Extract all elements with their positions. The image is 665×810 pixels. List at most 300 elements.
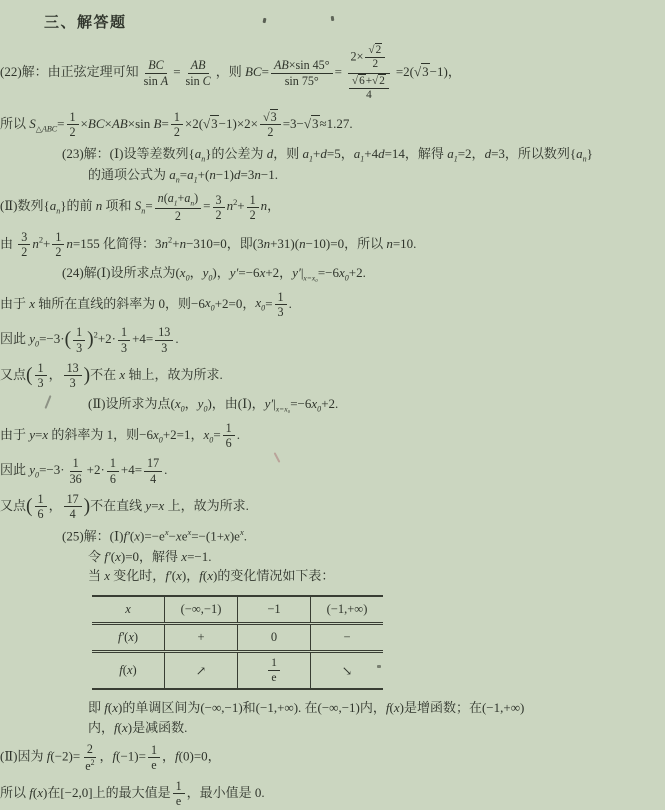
math-token: ( bbox=[110, 548, 116, 564]
math-token: )，由(Ⅰ)， bbox=[207, 396, 265, 412]
math-token: = bbox=[261, 64, 269, 80]
fraction-numerator bbox=[260, 110, 281, 125]
math-token: (Ⅱ)设所求为点( bbox=[88, 396, 175, 412]
table-row bbox=[92, 624, 383, 652]
math-token: f′ bbox=[123, 528, 130, 544]
math-token: x bbox=[175, 528, 182, 544]
math-token: f′ bbox=[117, 630, 125, 645]
subscript: 0 bbox=[203, 404, 208, 414]
math-token: f′ bbox=[165, 568, 172, 584]
math-token: + bbox=[197, 630, 205, 645]
math-token: ， bbox=[189, 265, 203, 281]
math-token: 又点 bbox=[0, 366, 27, 382]
q22-step2 bbox=[0, 109, 665, 141]
math-token: =−6 bbox=[317, 265, 339, 281]
q24-step8 bbox=[0, 491, 665, 523]
math-token: 1 bbox=[150, 742, 158, 757]
math-token: (Ⅱ)数列{ bbox=[0, 198, 50, 214]
math-token: x bbox=[239, 527, 244, 538]
fraction-denominator bbox=[171, 125, 183, 139]
math-token: y bbox=[145, 497, 152, 513]
math-token: d bbox=[484, 145, 492, 161]
fraction bbox=[247, 193, 259, 223]
math-token: =2， bbox=[457, 145, 485, 161]
fraction bbox=[155, 191, 202, 224]
math-token: AB bbox=[273, 58, 289, 73]
math-token: )在[−2,0]上的最大值是 bbox=[43, 784, 171, 800]
math-token: sin bbox=[143, 73, 161, 88]
math-token: 1 bbox=[72, 456, 79, 471]
math-token: 3 bbox=[21, 229, 28, 244]
math-token: f bbox=[29, 784, 33, 800]
math-token: }的前 bbox=[60, 198, 96, 214]
sqrt-expression: √3 bbox=[203, 115, 218, 131]
subscript: 0 bbox=[185, 273, 190, 283]
subscript: 0 bbox=[317, 404, 322, 414]
math-token: d bbox=[266, 145, 274, 161]
table-cell bbox=[92, 596, 165, 624]
math-token: BC bbox=[148, 58, 164, 73]
math-token: 4 bbox=[366, 88, 372, 101]
q25-step7 bbox=[0, 778, 665, 810]
math-token: 2 bbox=[267, 125, 274, 140]
math-token: 2 bbox=[21, 244, 28, 259]
math-token: 2 bbox=[215, 207, 222, 222]
math-token: (Ⅱ)因为 bbox=[0, 748, 47, 764]
math-token: 13 bbox=[158, 325, 171, 340]
subscript: 1 bbox=[309, 154, 314, 164]
math-token: )=−e bbox=[140, 528, 165, 544]
fraction-denominator bbox=[223, 436, 235, 450]
math-token: d bbox=[234, 166, 241, 182]
fraction-denominator bbox=[369, 58, 381, 71]
math-token: ) bbox=[87, 329, 94, 351]
math-token: y′ bbox=[229, 265, 239, 281]
fraction-numerator bbox=[271, 58, 333, 73]
fraction-denominator bbox=[52, 245, 64, 259]
math-token: 所以 bbox=[0, 784, 30, 800]
math-token: −1)×2× bbox=[218, 115, 258, 131]
math-token: 2 bbox=[372, 58, 379, 71]
math-token: n bbox=[254, 166, 261, 182]
math-token: 2 bbox=[69, 125, 76, 140]
fraction-denominator bbox=[264, 125, 276, 139]
fraction-denominator bbox=[35, 376, 47, 390]
q23-step4 bbox=[0, 229, 665, 261]
subscript: 0 bbox=[35, 470, 40, 480]
math-token: + bbox=[43, 235, 51, 251]
fraction bbox=[171, 110, 183, 140]
math-token: 项和 bbox=[102, 198, 135, 214]
math-token: + bbox=[313, 145, 321, 161]
math-token: 不在 bbox=[90, 366, 120, 382]
math-token: x bbox=[128, 630, 134, 645]
math-token: y bbox=[29, 426, 36, 442]
math-token: $x_0$ bbox=[203, 426, 214, 445]
math-token: +2， bbox=[265, 265, 293, 281]
math-token: 4 bbox=[69, 507, 76, 522]
math-token: × bbox=[80, 115, 88, 131]
math-token: =3− bbox=[282, 115, 304, 131]
math-token: ( bbox=[171, 568, 177, 584]
math-token: x bbox=[224, 528, 230, 544]
q25-step1 bbox=[62, 526, 665, 546]
math-token: $a_n$ bbox=[169, 166, 180, 185]
math-token: (25)解：(Ⅰ) bbox=[62, 528, 124, 544]
math-token: 1 bbox=[109, 456, 116, 471]
math-token: 1 bbox=[271, 656, 277, 670]
subscript: 0 bbox=[261, 304, 266, 314]
math-token: BC bbox=[87, 115, 105, 131]
fraction-numerator bbox=[171, 110, 183, 125]
math-token: . bbox=[175, 331, 179, 347]
math-token: ) bbox=[83, 495, 91, 517]
math-token: = bbox=[179, 166, 188, 182]
fraction bbox=[67, 456, 85, 486]
math-token: =−3· bbox=[39, 331, 65, 347]
math-token: }的公差为 bbox=[205, 145, 267, 161]
math-token: 即 bbox=[88, 699, 105, 715]
math-token: ↗ bbox=[195, 663, 207, 678]
math-token: $a_n$ bbox=[194, 145, 206, 164]
math-token: | bbox=[273, 396, 276, 412]
math-token: 17 bbox=[66, 491, 79, 506]
math-token: $y_0$ bbox=[197, 396, 208, 414]
math-token: (−1)= bbox=[116, 748, 146, 764]
fraction-numerator bbox=[365, 44, 385, 58]
math-token: 令 bbox=[88, 548, 105, 564]
math-token: − bbox=[343, 630, 351, 645]
fraction-denominator bbox=[247, 208, 259, 222]
sqrt-expression: √3 bbox=[303, 115, 319, 131]
math-token: = bbox=[173, 64, 181, 80]
math-token: $x_0$ bbox=[179, 265, 190, 283]
fraction-denominator bbox=[173, 794, 184, 808]
fraction bbox=[268, 656, 280, 684]
math-token: $x_0$ bbox=[204, 295, 215, 314]
math-token: x bbox=[207, 568, 213, 584]
math-token: +4= bbox=[120, 462, 143, 478]
fraction-numerator bbox=[84, 742, 96, 757]
math-token: $a_1$ bbox=[447, 145, 458, 164]
math-token: )e bbox=[229, 528, 240, 544]
math-token: =155 化简得：3 bbox=[72, 235, 162, 251]
math-token: 轴上，故为所求. bbox=[125, 366, 223, 382]
math-token: n bbox=[263, 235, 271, 251]
fraction bbox=[35, 492, 47, 522]
math-token: ) bbox=[133, 630, 139, 645]
math-token: (−1,+∞) bbox=[326, 602, 368, 617]
math-token: 1 bbox=[225, 420, 232, 435]
math-token: sin bbox=[185, 73, 203, 88]
math-token: x=x₀ bbox=[275, 404, 291, 414]
math-token: )是减函数. bbox=[127, 719, 188, 735]
fraction-numerator bbox=[188, 58, 209, 73]
fraction-numerator bbox=[213, 193, 225, 208]
q25-step5 bbox=[88, 719, 665, 738]
fraction-denominator bbox=[107, 472, 119, 486]
fraction-denominator bbox=[67, 507, 79, 521]
math-token: x bbox=[164, 527, 169, 538]
math-token: ， bbox=[48, 366, 62, 382]
math-token: $y_0$ bbox=[29, 331, 40, 349]
math-token: =−6 bbox=[238, 265, 260, 281]
table-cell bbox=[311, 596, 384, 624]
math-token: e bbox=[175, 794, 182, 809]
math-token: n bbox=[95, 198, 103, 214]
fraction-denominator bbox=[18, 245, 30, 259]
math-token: A bbox=[160, 73, 169, 88]
math-token: (0)=0， bbox=[178, 748, 221, 764]
fraction bbox=[344, 43, 394, 103]
math-token: n bbox=[209, 166, 216, 182]
radicand: 2 bbox=[375, 44, 382, 56]
math-token: 的斜率为 1，则−6 bbox=[48, 426, 154, 442]
q25-step2 bbox=[88, 548, 665, 567]
fraction-numerator bbox=[145, 58, 166, 73]
math-token: 1 bbox=[76, 325, 83, 340]
fraction bbox=[107, 456, 119, 486]
math-token: 因此 bbox=[0, 331, 30, 347]
sqrt-expression: √3 bbox=[414, 64, 429, 80]
math-token: ×sin 45° bbox=[288, 58, 330, 73]
math-token: 1 bbox=[69, 110, 76, 125]
math-token: | bbox=[300, 265, 304, 281]
fraction bbox=[365, 44, 385, 72]
fraction-denominator bbox=[268, 671, 279, 685]
math-token: f bbox=[114, 719, 118, 735]
fraction-numerator bbox=[64, 492, 82, 507]
subscript: 1 bbox=[173, 198, 178, 208]
math-token: +2· bbox=[97, 331, 117, 347]
math-token: −10)=0，所以 bbox=[305, 235, 387, 251]
math-token: (24)解(Ⅰ)设所求点为( bbox=[62, 265, 180, 281]
math-token: 3 bbox=[161, 340, 168, 355]
math-token: e bbox=[181, 528, 188, 544]
math-token: ( bbox=[202, 568, 208, 584]
fraction-numerator bbox=[155, 191, 202, 209]
fraction-numerator bbox=[268, 656, 280, 671]
math-token: 2 bbox=[233, 197, 238, 208]
table-cell bbox=[92, 624, 165, 652]
math-token: ，则 bbox=[215, 64, 245, 80]
fraction-numerator bbox=[35, 361, 47, 376]
fraction bbox=[173, 779, 185, 809]
math-token: ×2( bbox=[184, 115, 204, 131]
math-token: $x_0$ bbox=[311, 396, 322, 414]
math-token: $a_n$ bbox=[576, 145, 587, 164]
fraction bbox=[73, 325, 85, 355]
math-token: 所以 bbox=[0, 115, 30, 131]
math-token: =14，解得 bbox=[384, 145, 448, 161]
table-cell bbox=[238, 596, 311, 624]
subscript: 1 bbox=[453, 154, 458, 164]
fraction bbox=[144, 456, 162, 486]
math-token: 3 bbox=[215, 192, 222, 207]
math-token: . bbox=[288, 295, 292, 311]
math-token: ( bbox=[389, 699, 394, 715]
fraction-numerator bbox=[118, 325, 130, 340]
math-token: )是增函数；在(−1,+∞) bbox=[399, 699, 525, 715]
math-token: 由于 bbox=[0, 426, 30, 442]
math-token: n bbox=[299, 235, 306, 251]
fraction-numerator bbox=[52, 230, 64, 245]
math-token: $S_n$ bbox=[134, 198, 146, 216]
fraction-numerator bbox=[144, 456, 162, 471]
math-token: ↘ bbox=[341, 663, 353, 678]
math-token: = bbox=[265, 295, 273, 311]
math-token: x bbox=[29, 295, 36, 311]
math-token: +4= bbox=[132, 331, 154, 347]
math-token: + bbox=[172, 235, 180, 251]
fraction-numerator bbox=[155, 325, 173, 340]
subscript: n bbox=[175, 175, 180, 185]
math-token: = bbox=[57, 115, 65, 131]
fraction-numerator bbox=[18, 230, 30, 245]
math-token: x bbox=[125, 602, 131, 617]
math-token: 17 bbox=[147, 456, 160, 471]
fraction bbox=[271, 58, 333, 88]
table-cell bbox=[238, 624, 311, 652]
math-token: 的通项公式为 bbox=[88, 166, 170, 182]
math-token: f bbox=[385, 699, 390, 715]
math-token: +( bbox=[197, 166, 210, 182]
math-token: ) bbox=[132, 663, 137, 678]
subscript: 1 bbox=[360, 154, 365, 164]
math-token: 上，故为所求. bbox=[164, 497, 249, 513]
q22-step1 bbox=[0, 42, 665, 104]
fraction-denominator bbox=[73, 341, 85, 355]
math-token: = bbox=[213, 426, 221, 442]
table-cell bbox=[311, 624, 384, 652]
math-token: $x_0$ bbox=[338, 265, 349, 283]
q25-step3 bbox=[88, 567, 665, 586]
math-token: 0 bbox=[270, 630, 278, 645]
subscript: 0 bbox=[180, 404, 185, 414]
math-token: (22)解：由正弦定理可知 bbox=[0, 64, 139, 80]
math-token: f bbox=[112, 748, 117, 764]
sqrt-expression: √2 bbox=[368, 44, 382, 56]
q24-step1 bbox=[62, 264, 665, 285]
math-token: x bbox=[187, 527, 192, 538]
math-token: 4 bbox=[150, 471, 157, 486]
fraction-denominator bbox=[82, 758, 97, 773]
math-token: e bbox=[271, 671, 277, 685]
math-token: $a_1$ bbox=[187, 166, 198, 185]
fraction bbox=[18, 230, 30, 260]
math-token: x bbox=[181, 548, 188, 564]
q23-step1 bbox=[62, 145, 665, 165]
math-token: 3 bbox=[277, 305, 284, 319]
math-token: + bbox=[365, 74, 373, 87]
math-token: ( bbox=[124, 630, 129, 645]
subscript: 0 bbox=[35, 339, 40, 349]
fraction-numerator bbox=[275, 290, 287, 305]
q24-step7 bbox=[0, 455, 665, 487]
math-token: = bbox=[161, 115, 169, 131]
math-token: n bbox=[226, 198, 234, 214]
math-token: )的变化情况如下表： bbox=[213, 568, 335, 584]
math-token: $a_1$ bbox=[167, 191, 178, 208]
subscript: n bbox=[201, 154, 206, 164]
math-token: AB bbox=[190, 58, 206, 73]
q25-step6 bbox=[0, 741, 665, 774]
math-token: $a_1$ bbox=[302, 145, 314, 164]
math-token: 由于 bbox=[0, 295, 30, 311]
math-token: 3 bbox=[69, 376, 76, 391]
math-token: x bbox=[134, 528, 141, 544]
fraction bbox=[148, 743, 160, 773]
math-token: B bbox=[153, 115, 162, 131]
math-token: =5， bbox=[326, 145, 354, 161]
math-token: (−∞,−1) bbox=[180, 602, 222, 617]
fraction-denominator bbox=[363, 89, 375, 102]
math-token: 1 bbox=[173, 110, 180, 125]
math-token: 2 bbox=[93, 329, 98, 340]
math-token: n bbox=[66, 235, 73, 251]
fraction-numerator bbox=[73, 325, 85, 340]
math-token: e bbox=[151, 758, 157, 773]
math-token: ， bbox=[48, 497, 62, 513]
fraction-denominator bbox=[141, 74, 172, 88]
radicand: 6 bbox=[359, 74, 365, 87]
math-token: )=0，解得 bbox=[120, 548, 182, 564]
math-token: ， bbox=[184, 396, 198, 412]
math-token: x bbox=[119, 366, 126, 382]
section-title: 三、解答题 bbox=[44, 13, 127, 31]
radicand: 3 bbox=[312, 115, 319, 131]
math-token: x bbox=[37, 784, 44, 800]
math-token: 1 bbox=[121, 325, 128, 340]
fraction bbox=[52, 230, 64, 260]
math-token: =3，所以数列{ bbox=[491, 145, 577, 161]
fraction-denominator bbox=[344, 74, 394, 104]
math-token: 13 bbox=[66, 360, 79, 375]
q24-step4 bbox=[0, 360, 665, 392]
math-token: 1 bbox=[277, 289, 284, 304]
math-token: =10. bbox=[392, 235, 417, 251]
math-token: $x_0$ bbox=[255, 295, 266, 314]
math-token: 2 bbox=[38, 234, 44, 245]
math-token: 2 bbox=[90, 757, 95, 767]
fraction bbox=[213, 193, 225, 223]
math-token: 2× bbox=[350, 49, 364, 64]
math-token: = bbox=[203, 198, 211, 214]
math-token: ( bbox=[163, 191, 168, 206]
math-token: 3 bbox=[37, 376, 44, 391]
sqrt-expression: √6 bbox=[351, 74, 365, 87]
math-token: 6 bbox=[37, 507, 44, 522]
math-token: x bbox=[104, 568, 111, 584]
fraction-denominator bbox=[118, 341, 130, 355]
math-token: $x_0$ bbox=[174, 396, 185, 414]
math-token: = bbox=[35, 426, 43, 442]
fraction-denominator bbox=[172, 209, 184, 223]
math-token: −310=0，即(3 bbox=[186, 235, 264, 251]
q23-step3 bbox=[0, 190, 665, 225]
math-token: − bbox=[168, 528, 176, 544]
math-token: 3 bbox=[76, 340, 83, 355]
math-token: C bbox=[202, 73, 211, 88]
subscript: n bbox=[56, 206, 61, 216]
math-token: −1. bbox=[260, 166, 278, 182]
radicand: 3 bbox=[270, 110, 277, 125]
sqrt-expression: √3 bbox=[263, 110, 277, 125]
math-token: f bbox=[119, 663, 123, 678]
math-token: ( bbox=[26, 495, 33, 517]
math-token: +2. bbox=[321, 396, 339, 412]
q23-step2 bbox=[88, 166, 665, 186]
